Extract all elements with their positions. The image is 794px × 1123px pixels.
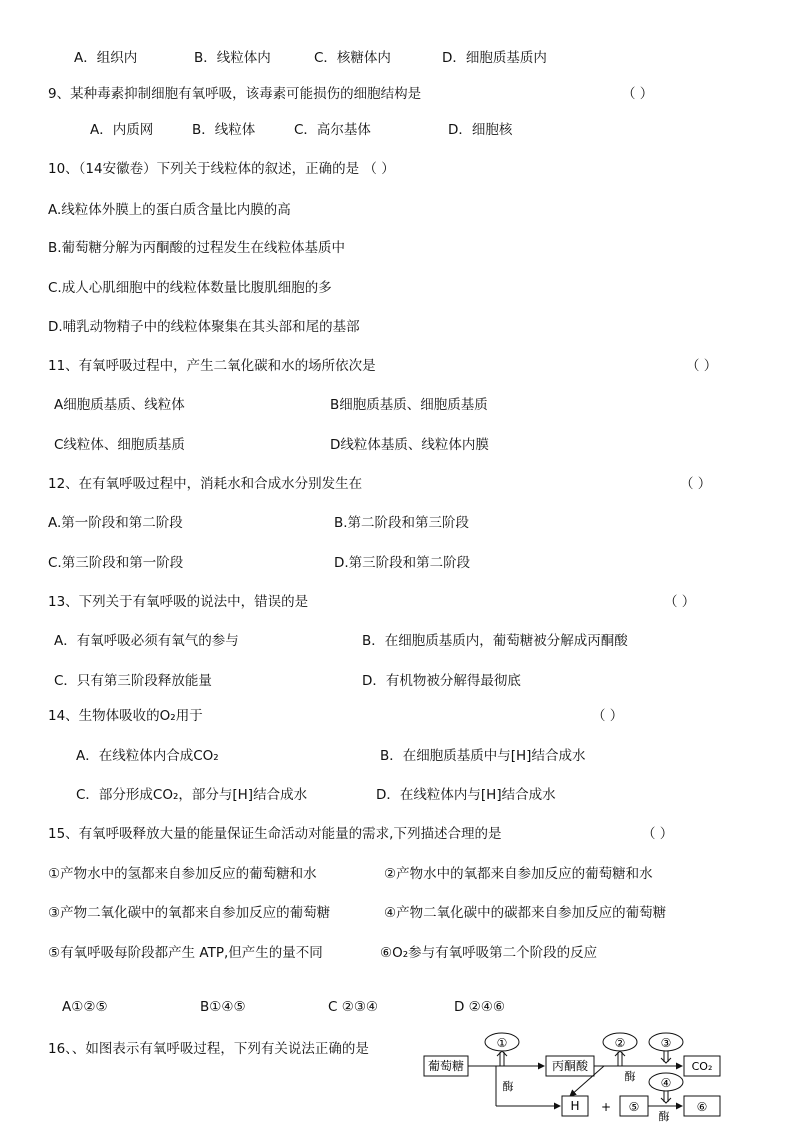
arrow-head-4	[661, 1098, 671, 1103]
q15-option-d: D ②④⑥	[454, 999, 505, 1015]
q11-option-d: D线粒体基质、线粒体内膜	[330, 437, 489, 453]
q12-option-b: B.第二阶段和第三阶段	[334, 515, 470, 531]
enzyme-label-1: 酶	[502, 1080, 514, 1093]
label-6: ⑥	[696, 1100, 708, 1114]
q15-option-a: A①②⑤	[62, 999, 108, 1015]
glucose-label: 葡萄糖	[427, 1059, 465, 1073]
pyruvate-label: 丙酮酸	[551, 1059, 589, 1073]
q9-option-d: D．细胞核	[448, 122, 513, 138]
q15-statement-6: ⑥O₂参与有氧呼吸第二个阶段的反应	[380, 945, 598, 961]
q8-option-a: A．组织内	[74, 50, 138, 66]
q11-option-a: A细胞质基质、线粒体	[54, 397, 185, 413]
q12-stem: 12、在有氧呼吸过程中，消耗水和合成水分别发生在	[48, 476, 363, 492]
q15-stem: 15、有氧呼吸释放大量的能量保证生命活动对能量的需求,下列描述合理的是	[48, 826, 502, 842]
label-2: ②	[614, 1036, 626, 1050]
q15-option-b: B①④⑤	[200, 999, 246, 1015]
q8-option-c: C．核糖体内	[314, 50, 391, 66]
q14-stem: 14、生物体吸收的O₂用于	[48, 708, 203, 724]
enzyme-label-3: 酶	[658, 1110, 670, 1123]
q14-option-b: B．在细胞质基质中与[H]结合成水	[380, 748, 586, 764]
q14-option-a: A．在线粒体内合成CO₂	[76, 748, 219, 764]
q12-option-a: A.第一阶段和第二阶段	[48, 515, 183, 531]
co2-label: CO₂	[691, 1060, 713, 1073]
h-label: H	[570, 1099, 580, 1113]
label-1: ①	[496, 1036, 508, 1050]
q11-option-c: C线粒体、细胞质基质	[54, 437, 185, 453]
q14-option-d: D．在线粒体内与[H]结合成水	[376, 787, 556, 803]
q13-option-d: D．有机物被分解得最彻底	[362, 673, 521, 689]
q11-option-b: B细胞质基质、细胞质基质	[330, 397, 488, 413]
q13-option-b: B．在细胞质基质内，葡萄糖被分解成丙酮酸	[362, 633, 628, 649]
plus-sign: +	[600, 1100, 612, 1114]
label-4: ④	[660, 1076, 672, 1090]
q12-answer-paren: （ ）	[680, 476, 712, 492]
q15-statement-3: ③产物二氧化碳中的氧都来自参加反应的葡萄糖	[48, 905, 331, 921]
q14-option-c: C．部分形成CO₂，部分与[H]结合成水	[76, 787, 308, 803]
q10-option-a: A.线粒体外膜上的蛋白质含量比内膜的高	[48, 202, 291, 218]
q8-option-d: D．细胞质基质内	[442, 50, 547, 66]
q15-statement-4: ④产物二氧化碳中的碳都来自参加反应的葡萄糖	[384, 905, 667, 921]
q13-answer-paren: （ ）	[664, 594, 696, 610]
q9-option-c: C．高尔基体	[294, 122, 371, 138]
respiration-diagram	[420, 1030, 750, 1122]
enzyme-label-2: 酶	[624, 1070, 636, 1083]
q12-option-d: D.第三阶段和第二阶段	[334, 555, 471, 571]
q15-statement-1: ①产物水中的氢都来自参加反应的葡萄糖和水	[48, 866, 317, 882]
q9-option-b: B．线粒体	[192, 122, 256, 138]
arrow-head-3	[661, 1058, 671, 1063]
q8-option-b: B．线粒体内	[194, 50, 271, 66]
q15-statement-2: ②产物水中的氧都来自参加反应的葡萄糖和水	[384, 866, 653, 882]
q15-answer-paren: （ ）	[642, 826, 674, 842]
q15-statement-5: ⑤有氧呼吸每阶段都产生 ATP,但产生的量不同	[48, 945, 323, 961]
arrow-head-1	[497, 1051, 507, 1056]
q9-option-a: A．内质网	[90, 122, 154, 138]
q10-option-c: C.成人心肌细胞中的线粒体数量比腹肌细胞的多	[48, 280, 332, 296]
q11-answer-paren: （ ）	[686, 358, 718, 374]
q9-stem: 9、某种毒素抑制细胞有氧呼吸，该毒素可能损伤的细胞结构是	[48, 86, 422, 102]
q10-option-b: B.葡萄糖分解为丙酮酸的过程发生在线粒体基质中	[48, 240, 346, 256]
q12-option-c: C.第三阶段和第一阶段	[48, 555, 184, 571]
q9-answer-paren: （ ）	[622, 86, 654, 102]
q14-answer-paren: （ ）	[592, 708, 624, 724]
q13-option-c: C．只有第三阶段释放能量	[54, 673, 212, 689]
q13-option-a: A．有氧呼吸必须有氧气的参与	[54, 633, 239, 649]
label-5: ⑤	[628, 1100, 640, 1114]
q13-stem: 13、下列关于有氧呼吸的说法中，错误的是	[48, 594, 309, 610]
q10-option-d: D.哺乳动物精子中的线粒体聚集在其头部和尾的基部	[48, 319, 360, 335]
q10-stem: 10、（14安徽卷）下列关于线粒体的叙述，正确的是 （ ）	[48, 161, 395, 177]
arrow-head-2	[615, 1051, 625, 1056]
label-3: ③	[660, 1036, 672, 1050]
q16-stem: 16、、如图表示有氧呼吸过程，下列有关说法正确的是	[48, 1041, 369, 1057]
q11-stem: 11、有氧呼吸过程中，产生二氧化碳和水的场所依次是	[48, 358, 376, 374]
q15-option-c: C ②③④	[328, 999, 379, 1015]
